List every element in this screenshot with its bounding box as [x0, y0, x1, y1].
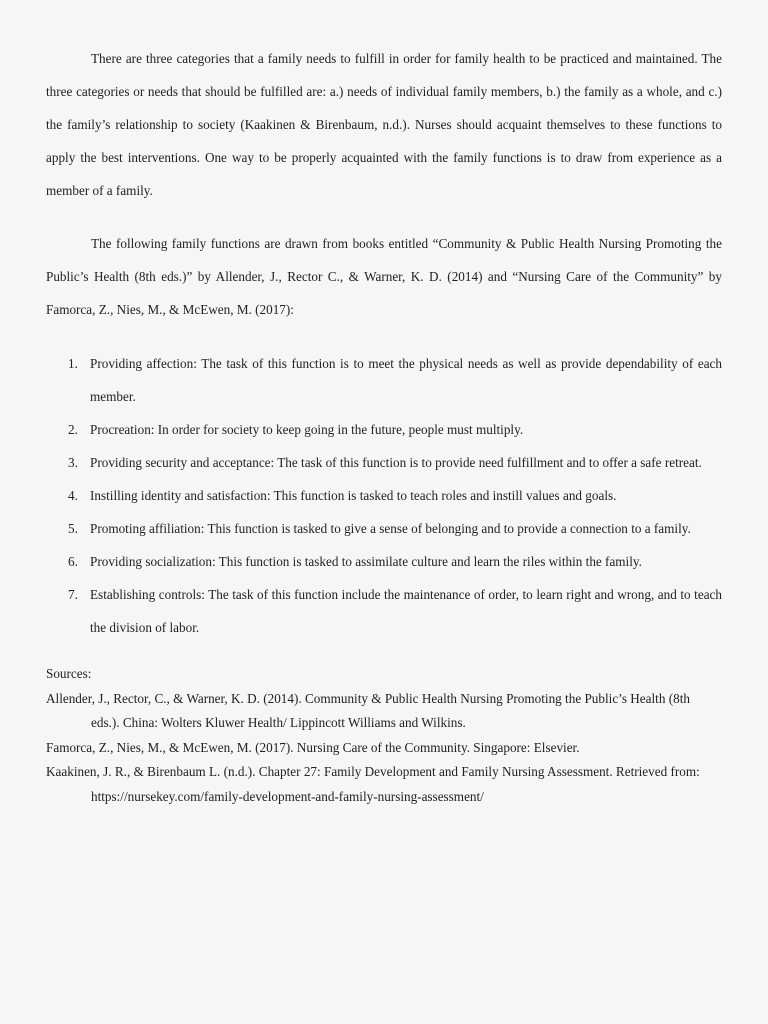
list-item-text: Procreation: In order for society to keep going in the future, people must multiply.: [90, 422, 524, 437]
list-item-text: Promoting affiliation: This function is tasked to give a sense of belonging and to provide a connection to a family.: [90, 521, 691, 536]
list-item: [46, 413, 722, 446]
sources-heading: Sources:: [46, 666, 92, 681]
list-number: 1.: [68, 356, 78, 371]
list-number: 3.: [68, 455, 78, 470]
list-number: 4.: [68, 488, 78, 503]
list-item-text: Providing security and acceptance: The task of this function is to provide need fulfillment and to offer a safe retreat.: [90, 455, 702, 470]
list-number: 7.: [68, 587, 78, 602]
family-functions-list: [46, 347, 722, 644]
intro-paragraph: There are three categories that a family needs to fulfill in order for family health to be practiced and maintained. The three categories or needs that should be fulfilled are: a.) needs of individual family members, b.) the family as a whole, and c.) the family’s relationship to society (Kaakinen & Birenbaum, n.d.). Nurses should acquaint themselves to these functions to apply the best interventions. One way to be properly acquainted with the family functions is to draw from experience as a member of a family.: [46, 51, 722, 198]
books-paragraph: The following family functions are drawn from books entitled “Community & Public Health Nursing Promoting the Public’s Health (8th eds.)” by Allender, J., Rector C., & Warner, K. D. (2014) and “Nursing Care of the Community” by Famorca, Z., Nies, M., & McEwen, M. (2017):: [46, 236, 722, 317]
reference-main: Famorca, Z., Nies, M., & McEwen, M. (2017). Nursing Care of the Community. Singapore: Elsevier.: [46, 739, 580, 755]
list-item: [46, 347, 722, 413]
list-item: [46, 578, 722, 644]
reference-continuation: eds.). China: Wolters Kluwer Health/ Lippincott Williams and Wilkins.: [91, 715, 466, 730]
reference-main: Allender, J., Rector, C., & Warner, K. D. (2014). Community & Public Health Nursing Promoting the Public’s Health (8th: [46, 690, 690, 706]
list-item-text: Providing socialization: This function is tasked to assimilate culture and learn the riles within the family.: [90, 554, 642, 569]
reference-main: Kaakinen, J. R., & Birenbaum L. (n.d.). Chapter 27: Family Development and Family Nursing Assessment. Retrieved from:: [46, 764, 700, 779]
list-item: [46, 479, 722, 512]
list-number: 5.: [68, 521, 78, 536]
reference-entry: [46, 736, 722, 761]
list-item-text: Instilling identity and satisfaction: This function is tasked to teach roles and instill values and goals.: [90, 488, 617, 503]
list-number: 6.: [68, 554, 78, 569]
document-body: [46, 42, 722, 809]
list-item: [46, 446, 722, 479]
list-item-text: Providing affection: The task of this function is to meet the physical needs as well as provide dependability of each member.: [90, 356, 722, 404]
sources-section: [46, 662, 722, 809]
list-number: 2.: [68, 422, 78, 437]
list-item: [46, 512, 722, 545]
list-item-text: Establishing controls: The task of this function include the maintenance of order, to learn right and wrong, and to teach the division of labor.: [90, 587, 722, 635]
list-item: [46, 545, 722, 578]
reference-entry: [46, 687, 722, 736]
reference-url: https://nursekey.com/family-development-and-family-nursing-assessment/: [91, 788, 484, 804]
reference-entry: [46, 760, 722, 809]
